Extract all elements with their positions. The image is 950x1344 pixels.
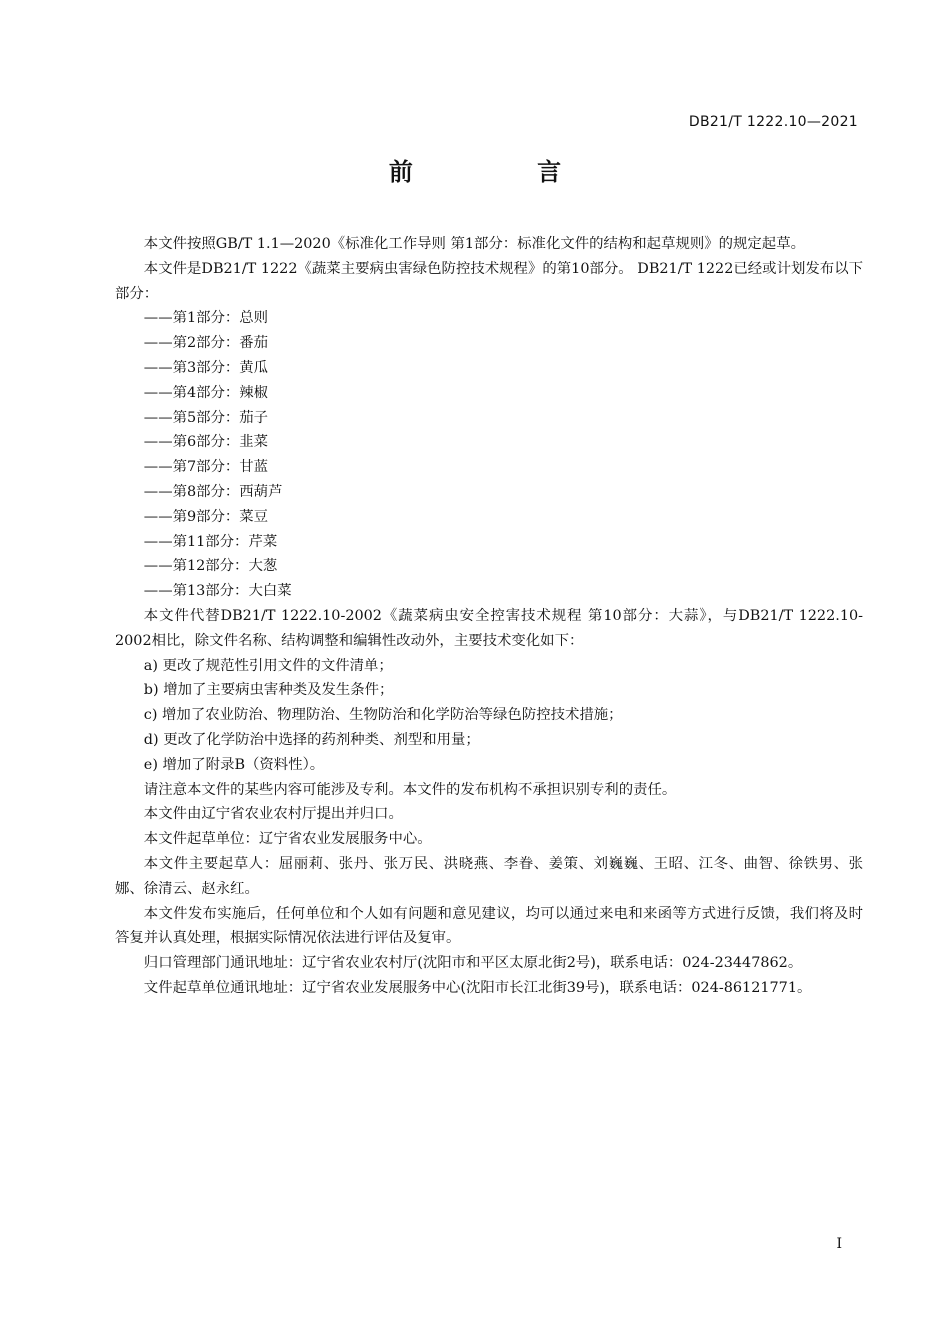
paragraph-replacement: 本文件代替DB21/T 1222.10-2002《蔬菜病虫安全控害技术规程 第10部分：大蒜》，与DB21/T 1222.10-2002相比，除文件名称、结构调整和编辑性改动外，主要技术变化如下：	[115, 607, 863, 649]
list-item: ——第6部分：韭菜	[143, 434, 269, 451]
list-item: ——第5部分：茄子	[143, 409, 269, 426]
list-item: ——第2部分：番茄	[143, 335, 269, 352]
parts-list	[115, 306, 863, 604]
paragraph-drafters: 本文件主要起草人：屈丽莉、张丹、张万民、洪晓燕、李眷、姜策、刘巍巍、王昭、江冬、曲智、徐铁男、张娜、徐清云、赵永红。	[115, 855, 863, 897]
page-number: I	[836, 1236, 842, 1252]
list-item: ——第3部分：黄瓜	[143, 359, 269, 376]
paragraph-series-intro: 本文件是DB21/T 1222《蔬菜主要病虫害绿色防控技术规程》的第10部分。 DB21/T 1222已经或计划发布以下部分：	[115, 260, 863, 302]
paragraph-drafting-unit: 本文件起草单位：辽宁省农业发展服务中心。	[143, 831, 432, 848]
changes-list	[115, 654, 863, 778]
paragraph-feedback: 本文件发布实施后，任何单位和个人如有问题和意见建议，均可以通过来电和来函等方式进行反馈，我们将及时答复并认真处理，根据实际情况依法进行评估及复审。	[115, 905, 863, 947]
foreword-body	[115, 232, 863, 1001]
list-item: ——第4部分：辣椒	[143, 384, 269, 401]
list-item: ——第11部分：芹菜	[143, 533, 278, 550]
list-item: ——第8部分：西葫芦	[143, 483, 283, 500]
list-item: ——第13部分：大白菜	[143, 583, 292, 600]
paragraph-drafting-basis: 本文件按照GB/T 1.1—2020《标准化工作导则 第1部分：标准化文件的结构和起草规则》的规定起草。	[143, 236, 805, 252]
list-item: c) 增加了农业防治、物理防治、生物防治和化学防治等绿色防控技术措施；	[143, 707, 623, 724]
document-code: DB21/T 1222.10—2021	[688, 114, 858, 130]
list-item: ——第1部分：总则	[143, 310, 269, 327]
list-item: ——第9部分：菜豆	[143, 508, 269, 525]
list-item: e) 增加了附录B（资料性）。	[143, 756, 325, 773]
list-item: a) 更改了规范性引用文件的文件清单；	[143, 657, 393, 674]
list-item: ——第12部分：大葱	[143, 558, 278, 575]
list-item: d) 更改了化学防治中选择的药剂种类、剂型和用量；	[143, 731, 480, 748]
paragraph-proposer: 本文件由辽宁省农业农村厅提出并归口。	[143, 806, 403, 823]
page-title: 前 言	[388, 158, 620, 186]
paragraph-drafter-address: 文件起草单位通讯地址：辽宁省农业发展服务中心(沈阳市长江北街39号)，联系电话：024-86121771。	[143, 979, 812, 996]
paragraph-patent-notice: 请注意本文件的某些内容可能涉及专利。本文件的发布机构不承担识别专利的责任。	[143, 781, 677, 798]
list-item: b) 增加了主要病虫害种类及发生条件；	[143, 682, 394, 699]
paragraph-authority-address: 归口管理部门通讯地址：辽宁省农业农村厅(沈阳市和平区太原北街2号)，联系电话：024-23447862。	[143, 955, 803, 972]
list-item: ——第7部分：甘蓝	[143, 459, 269, 476]
